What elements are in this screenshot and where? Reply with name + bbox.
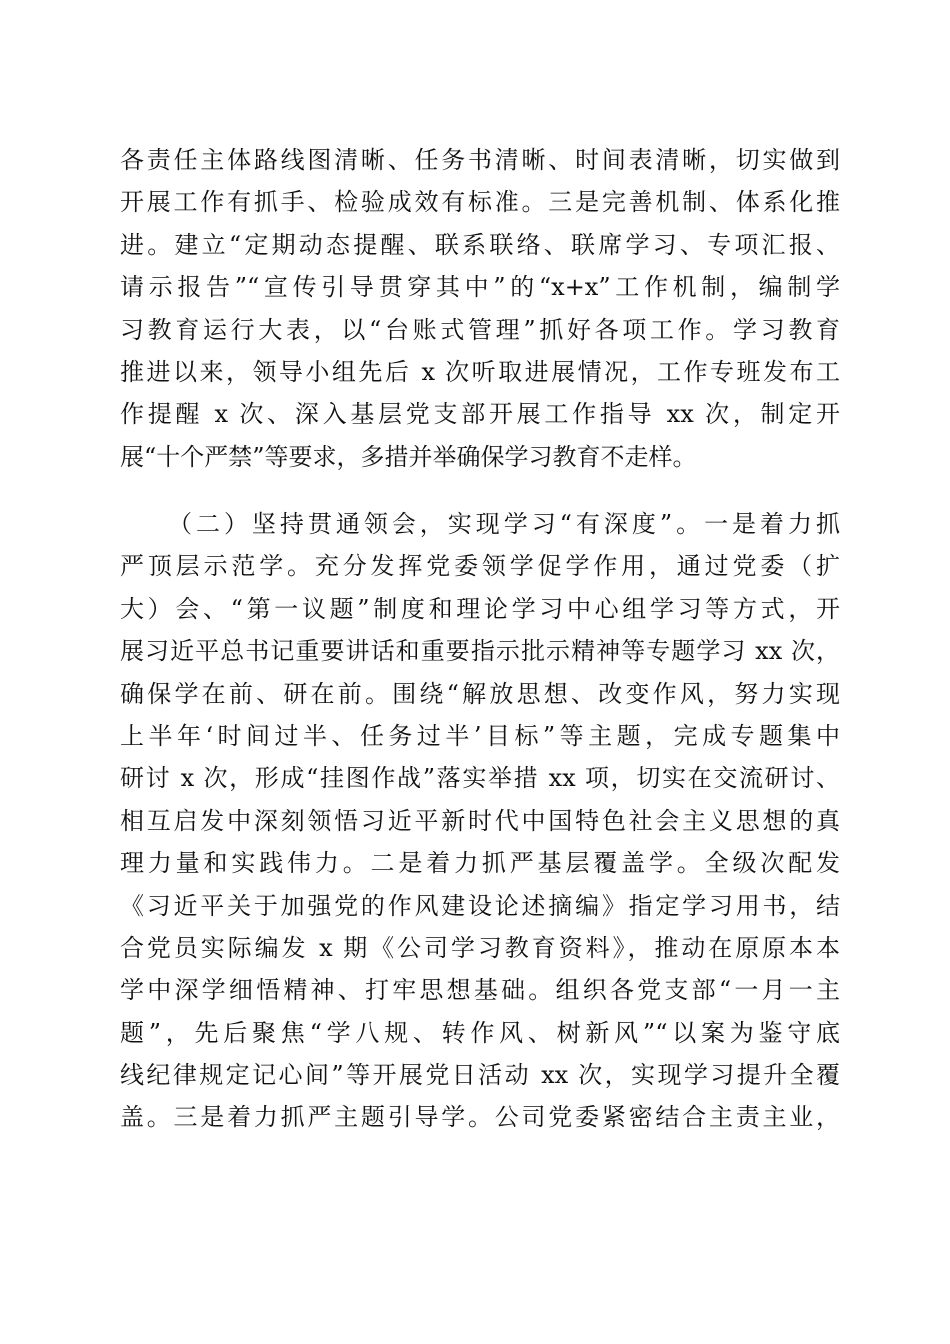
paragraph-line: 学中深学细悟精神、打牢思想基础。组织各党支部“一月一主 — [120, 976, 840, 1005]
paragraph-line: 作提醒 x 次、深入基层党支部开展工作指导 xx 次，制定开 — [120, 400, 840, 429]
paragraph-line: 线纪律规定记心间”等开展党日活动 xx 次，实现学习提升全覆 — [120, 1061, 840, 1090]
paragraph-line: 推进以来，领导小组先后 x 次听取进展情况，工作专班发布工 — [120, 357, 840, 386]
paragraph-line: 各责任主体路线图清晰、任务书清晰、时间表清晰，切实做到 — [120, 146, 840, 174]
paragraph-line: （二）坚持贯通领会，实现学习“有深度”。一是着力抓 — [168, 510, 840, 538]
paragraph-line: 相互启发中深刻领悟习近平新时代中国特色社会主义思想的真 — [120, 806, 840, 835]
paragraph-line: 展“十个严禁”等要求，多措并举确保学习教育不走样。 — [120, 442, 697, 471]
paragraph-line: 理力量和实践伟力。二是着力抓严基层覆盖学。全级次配发 — [120, 849, 840, 878]
paragraph-1 — [120, 139, 840, 478]
paragraph-line: 严顶层示范学。充分发挥党委领学促学作用，通过党委（扩 — [120, 552, 840, 581]
paragraph-line: 盖。三是着力抓严主题引导学。公司党委紧密结合主责主业， — [120, 1103, 840, 1132]
paragraph-line: 展习近平总书记重要讲话和重要指示批示精神等专题学习 xx 次， — [120, 637, 840, 666]
paragraph-line: 习教育运行大表，以“台账式管理”抓好各项工作。学习教育 — [120, 315, 840, 344]
paragraph-line: 研讨 x 次，形成“挂图作战”落实举措 xx 项，切实在交流研讨、 — [120, 764, 840, 793]
paragraph-line: 上半年‘时间过半、任务过半’目标”等主题，完成专题集中 — [120, 721, 840, 750]
paragraph-2 — [120, 503, 840, 1139]
paragraph-line: 请示报告”“宣传引导贯穿其中”的“x+x”工作机制，编制学 — [120, 273, 840, 302]
paragraph-line: 确保学在前、研在前。围绕“解放思想、改变作风，努力实现 — [120, 679, 840, 708]
paragraph-line: 题”，先后聚焦“学八规、转作风、树新风”“以案为鉴守底 — [120, 1018, 840, 1047]
paragraph-line: 进。建立“定期动态提醒、联系联络、联席学习、专项汇报、 — [120, 230, 840, 259]
paragraph-line: 大）会、“第一议题”制度和理论学习中心组学习等方式，开 — [120, 594, 840, 623]
paragraph-line: 合党员实际编发 x 期《公司学习教育资料》，推动在原原本本 — [120, 933, 840, 962]
paragraph-line: 《习近平关于加强党的作风建设论述摘编》指定学习用书，结 — [120, 891, 840, 920]
paragraph-line: 开展工作有抓手、检验成效有标准。三是完善机制、体系化推 — [120, 188, 840, 217]
